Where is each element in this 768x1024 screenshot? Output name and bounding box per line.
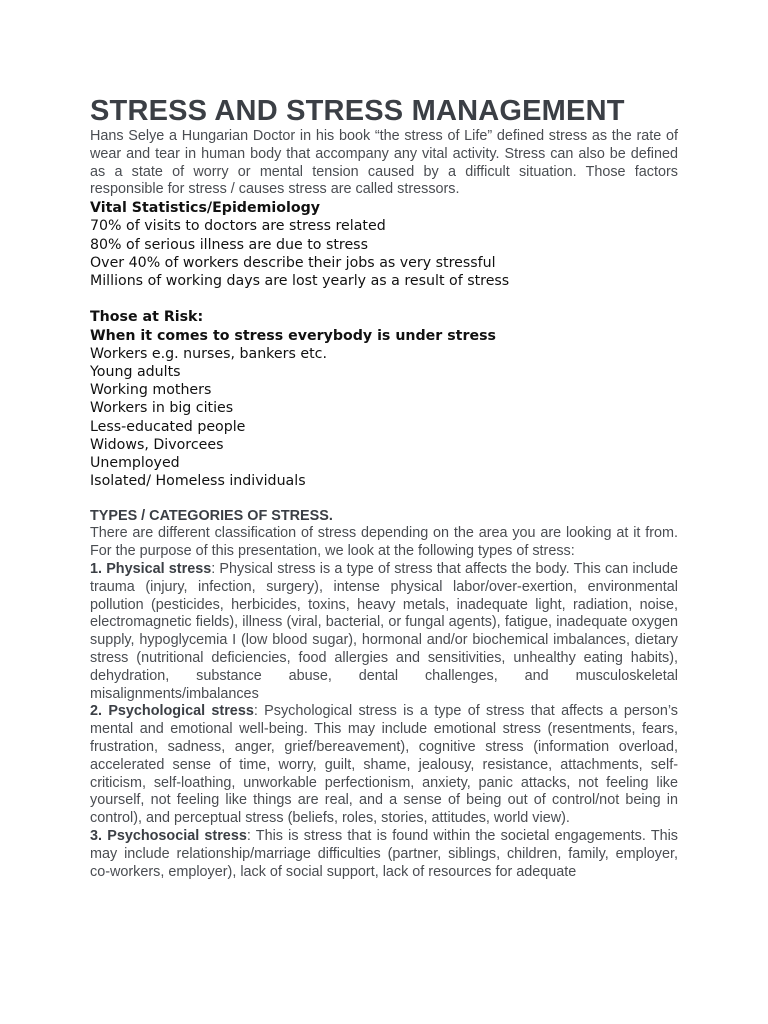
spacer <box>90 490 678 507</box>
vital-item: 80% of serious illness are due to stress <box>90 236 368 253</box>
risk-item: Unemployed <box>90 455 180 472</box>
risk-item: Working mothers <box>90 382 212 399</box>
psychological-stress-text: : Psychological stress is a type of stress that affects a person’s mental and emotional well-being. This may include emotional stress (resentments, fears, frustration, sadness, anger, grief/bereavement), cognitive stress (information overload, accelerated sense of time, worry, guilt, shame, jealousy, resistance, attachments, self-criticism, self-loathing, unworkable perfectionism, anxiety, panic attacks, not feeling like yourself, not feeling like things are real, and a sense of being out of control/not being in control), and perceptual stress (beliefs, roles, stories, attitudes, world view). <box>90 703 678 827</box>
vital-item: Millions of working days are lost yearly as a result of stress <box>90 273 510 289</box>
physical-stress-text: : Physical stress is a type of stress that affects the body. This can include trauma (injury, infection, surgery), intense physical labor/over-exertion, environmental pollution (pesticides, herbicides, toxins, heavy metals, inadequate light, radiation, noise, electromagnetic fields), illness (viral, bacterial, or fungal agents), fatigue, inadequate oxygen supply, hypoglycemia I (low blood sugar), hormonal and/or biochemical imbalances, dietary stress (nutritional deficiencies, food allergies and sensitivities, unhealthy eating habits), dehydration, substance abuse, dental challenges, and musculoskeletal misalignments/imbalances <box>90 561 678 702</box>
risk-item: Young adults <box>90 364 181 380</box>
risk-item: Widows, Divorcees <box>90 436 224 453</box>
risk-item: Less-educated people <box>90 418 246 435</box>
document-page <box>90 94 678 881</box>
vital-item: 70% of visits to doctors are stress related <box>90 218 386 235</box>
psychological-stress-label: 2. Psychological stress <box>90 703 254 720</box>
psychosocial-stress-text: : This is stress that is found within the societal engagements. This may include relationship/marriage difficulties (partner, siblings, children, family, employer, co-workers, employer), lack of social support, lack of resources for adequate <box>90 827 679 880</box>
risk-subheading: When it comes to stress everybody is under stress <box>90 327 496 344</box>
vital-item: Over 40% of workers describe their jobs as very stressful <box>90 254 496 271</box>
spacer <box>90 290 678 308</box>
intro-paragraph: Hans Selye a Hungarian Doctor in his book “the stress of Life” defined stress as the rate of wear and tear in human body that accompany any vital activity. Stress can also be defined as a state of worry or mental tension caused by a difficult situation. Those factors responsible for stress / causes stress are called stressors. <box>90 128 678 198</box>
risk-item: Workers in big cities <box>90 400 234 417</box>
types-intro: There are different classification of stress depending on the area you are looking at it from. For the purpose of this presentation, we look at the following types of stress: <box>90 525 678 560</box>
psychological-stress-paragraph <box>90 703 678 828</box>
psychosocial-stress-label: 3. Psychosocial stress <box>90 827 247 844</box>
psychosocial-stress-paragraph <box>90 828 678 881</box>
physical-stress-paragraph <box>90 561 678 703</box>
vital-statistics-heading: Vital Statistics/Epidemiology <box>90 200 320 217</box>
risk-item: Workers e.g. nurses, bankers etc. <box>90 345 327 362</box>
physical-stress-label: 1. Physical stress <box>90 561 212 578</box>
page-title: STRESS AND STRESS MANAGEMENT <box>90 95 625 127</box>
risk-item: Isolated/ Homeless individuals <box>90 473 306 490</box>
risk-heading: Those at Risk: <box>90 309 204 326</box>
types-heading: TYPES / CATEGORIES OF STRESS. <box>90 508 333 525</box>
